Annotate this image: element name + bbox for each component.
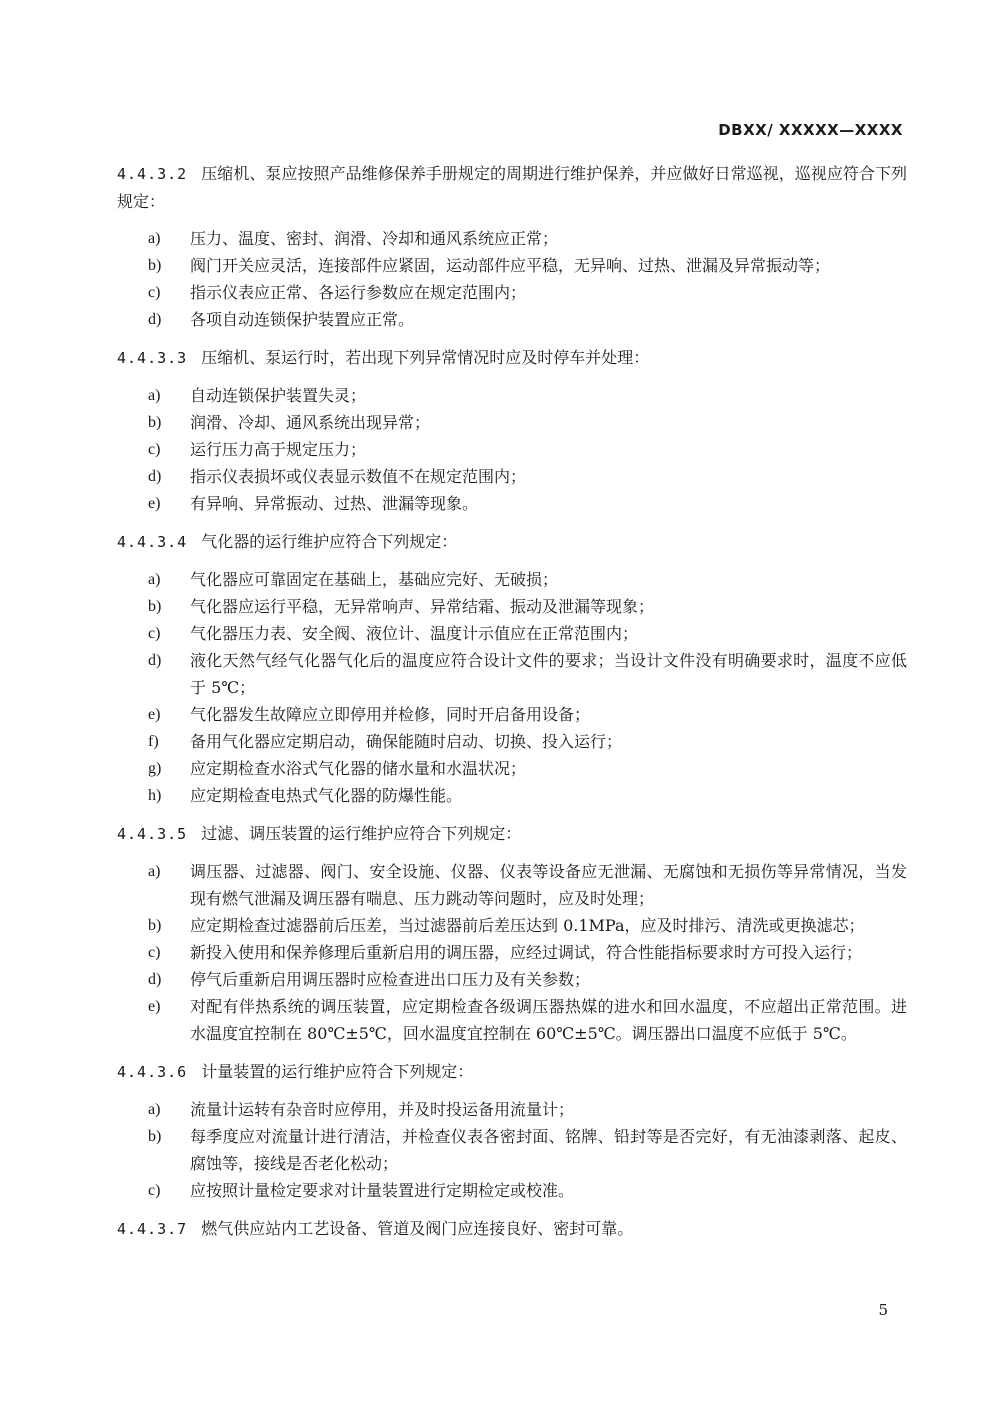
list-item-marker: d) bbox=[148, 652, 162, 669]
list-item-marker: c) bbox=[148, 625, 161, 642]
list-item bbox=[117, 225, 907, 252]
clause-number: 4.4.3.3 bbox=[117, 349, 188, 367]
list-item bbox=[117, 306, 907, 333]
list-item bbox=[117, 1096, 907, 1123]
clause bbox=[117, 160, 907, 333]
list-item-text: 每季度应对流量计进行清洁，并检查仪表各密封面、铭牌、铅封等是否完好，有无油漆剥落、起皮、腐蚀等，接线是否老化松动； bbox=[190, 1127, 907, 1173]
list-item-text: 阀门开关应灵活，连接部件应紧固，运动部件应平稳，无异响、过热、泄漏及异常振动等； bbox=[190, 256, 831, 275]
list-item bbox=[117, 252, 907, 279]
list-item-marker: c) bbox=[148, 1182, 161, 1199]
list-item bbox=[117, 1177, 907, 1204]
list-item-text: 有异响、异常振动、过热、泄漏等现象。 bbox=[190, 494, 479, 513]
list-item-text: 应定期检查电热式气化器的防爆性能。 bbox=[190, 786, 463, 805]
document-body bbox=[117, 160, 907, 1254]
clause-number: 4.4.3.2 bbox=[117, 165, 188, 183]
clause bbox=[117, 344, 907, 517]
list-item bbox=[117, 966, 907, 993]
list-item-marker: e) bbox=[148, 706, 161, 723]
list-item bbox=[117, 463, 907, 490]
clause-text: 压缩机、泵运行时，若出现下列异常情况时应及时停车并处理： bbox=[201, 348, 650, 367]
list-item-marker: b) bbox=[148, 257, 162, 274]
list-item bbox=[117, 566, 907, 593]
list-item-marker: b) bbox=[148, 917, 162, 934]
list-item-marker: e) bbox=[148, 495, 161, 512]
list-item-text: 压力、温度、密封、润滑、冷却和通风系统应正常； bbox=[190, 229, 559, 248]
clause-text: 压缩机、泵应按照产品维修保养手册规定的周期进行维护保养，并应做好日常巡视，巡视应符合下列规定： bbox=[117, 164, 907, 211]
list-item bbox=[117, 409, 907, 436]
list-item bbox=[117, 593, 907, 620]
list-item-marker: a) bbox=[148, 230, 161, 247]
clause-item-list bbox=[117, 858, 907, 1047]
list-item bbox=[117, 436, 907, 463]
list-item-marker: b) bbox=[148, 414, 162, 431]
list-item bbox=[117, 912, 907, 939]
list-item-marker: g) bbox=[148, 760, 162, 777]
list-item-marker: a) bbox=[148, 1101, 161, 1118]
clause bbox=[117, 1215, 907, 1243]
list-item-marker: a) bbox=[148, 863, 161, 880]
list-item bbox=[117, 620, 907, 647]
clause-text: 过滤、调压装置的运行维护应符合下列规定： bbox=[201, 824, 522, 843]
clause-heading bbox=[117, 160, 907, 215]
list-item-text: 气化器应可靠固定在基础上，基础应完好、无破损； bbox=[190, 570, 559, 589]
list-item-marker: e) bbox=[148, 998, 161, 1015]
list-item bbox=[117, 701, 907, 728]
list-item-text: 气化器应运行平稳，无异常响声、异常结霜、振动及泄漏等现象； bbox=[190, 597, 655, 616]
list-item bbox=[117, 279, 907, 306]
clause-number: 4.4.3.7 bbox=[117, 1220, 188, 1238]
clause bbox=[117, 528, 907, 809]
list-item-text: 润滑、冷却、通风系统出现异常； bbox=[190, 413, 431, 432]
list-item-marker: b) bbox=[148, 598, 162, 615]
clause-item-list bbox=[117, 566, 907, 809]
list-item-marker: h) bbox=[148, 787, 162, 804]
list-item bbox=[117, 782, 907, 809]
list-item-text: 停气后重新启用调压器时应检查进出口压力及有关参数； bbox=[190, 970, 591, 989]
list-item bbox=[117, 382, 907, 409]
list-item bbox=[117, 858, 907, 912]
list-item-text: 气化器发生故障应立即停用并检修，同时开启备用设备； bbox=[190, 705, 591, 724]
list-item-marker: d) bbox=[148, 468, 162, 485]
list-item-marker: a) bbox=[148, 571, 161, 588]
clause-text: 燃气供应站内工艺设备、管道及阀门应连接良好、密封可靠。 bbox=[201, 1219, 634, 1238]
clause-heading bbox=[117, 820, 907, 848]
list-item-text: 对配有伴热系统的调压装置，应定期检查各级调压器热媒的进水和回水温度，不应超出正常范围。进水温度宜控制在 80℃±5℃，回水温度宜控制在 60℃±5℃。调压器出口温度不应低于 5℃。 bbox=[190, 997, 907, 1043]
list-item-marker: c) bbox=[148, 944, 161, 961]
clause bbox=[117, 1058, 907, 1204]
list-item bbox=[117, 1123, 907, 1177]
list-item-text: 各项自动连锁保护装置应正常。 bbox=[190, 310, 415, 329]
page-number: 5 bbox=[878, 1301, 888, 1319]
list-item-text: 气化器压力表、安全阀、液位计、温度计示值应在正常范围内； bbox=[190, 624, 639, 643]
list-item-text: 指示仪表应正常、各运行参数应在规定范围内； bbox=[190, 283, 527, 302]
list-item bbox=[117, 939, 907, 966]
list-item-marker: d) bbox=[148, 971, 162, 988]
list-item-marker: c) bbox=[148, 284, 161, 301]
list-item-marker: a) bbox=[148, 387, 161, 404]
clause-heading bbox=[117, 1058, 907, 1086]
clause-heading bbox=[117, 344, 907, 372]
list-item bbox=[117, 755, 907, 782]
list-item-marker: b) bbox=[148, 1128, 162, 1145]
list-item-text: 应定期检查水浴式气化器的储水量和水温状况； bbox=[190, 759, 527, 778]
list-item-text: 自动连锁保护装置失灵； bbox=[190, 386, 367, 405]
list-item bbox=[117, 647, 907, 701]
clause-item-list bbox=[117, 1096, 907, 1204]
list-item-text: 指示仪表损坏或仪表显示数值不在规定范围内； bbox=[190, 467, 527, 486]
list-item-marker: f) bbox=[148, 733, 159, 750]
list-item-marker: d) bbox=[148, 311, 162, 328]
list-item-text: 运行压力高于规定压力； bbox=[190, 440, 367, 459]
clause-text: 气化器的运行维护应符合下列规定： bbox=[201, 532, 458, 551]
clause-item-list bbox=[117, 225, 907, 333]
clause bbox=[117, 820, 907, 1047]
list-item-marker: c) bbox=[148, 441, 161, 458]
list-item-text: 应按照计量检定要求对计量装置进行定期检定或校准。 bbox=[190, 1181, 575, 1200]
list-item bbox=[117, 993, 907, 1047]
clause-number: 4.4.3.6 bbox=[117, 1063, 188, 1081]
list-item-text: 应定期检查过滤器前后压差，当过滤器前后差压达到 0.1MPa，应及时排污、清洗或更换滤芯； bbox=[190, 916, 865, 935]
clause-heading bbox=[117, 528, 907, 556]
list-item-text: 流量计运转有杂音时应停用，并及时投运备用流量计； bbox=[190, 1100, 575, 1119]
list-item-text: 新投入使用和保养修理后重新启用的调压器，应经过调试，符合性能指标要求时方可投入运行； bbox=[190, 943, 863, 962]
document-code: DBXX/ XXXXX—XXXX bbox=[718, 121, 903, 139]
list-item bbox=[117, 728, 907, 755]
clause-item-list bbox=[117, 382, 907, 517]
list-item-text: 调压器、过滤器、阀门、安全设施、仪器、仪表等设备应无泄漏、无腐蚀和无损伤等异常情况，当发现有燃气泄漏及调压器有喘息、压力跳动等问题时，应及时处理； bbox=[190, 862, 907, 908]
clause-number: 4.4.3.4 bbox=[117, 533, 188, 551]
clause-heading bbox=[117, 1215, 907, 1243]
clause-text: 计量装置的运行维护应符合下列规定： bbox=[201, 1062, 474, 1081]
list-item-text: 备用气化器应定期启动，确保能随时启动、切换、投入运行； bbox=[190, 732, 623, 751]
list-item bbox=[117, 490, 907, 517]
clause-number: 4.4.3.5 bbox=[117, 825, 188, 843]
list-item-text: 液化天然气经气化器气化后的温度应符合设计文件的要求；当设计文件没有明确要求时，温度不应低于 5℃； bbox=[190, 651, 907, 697]
